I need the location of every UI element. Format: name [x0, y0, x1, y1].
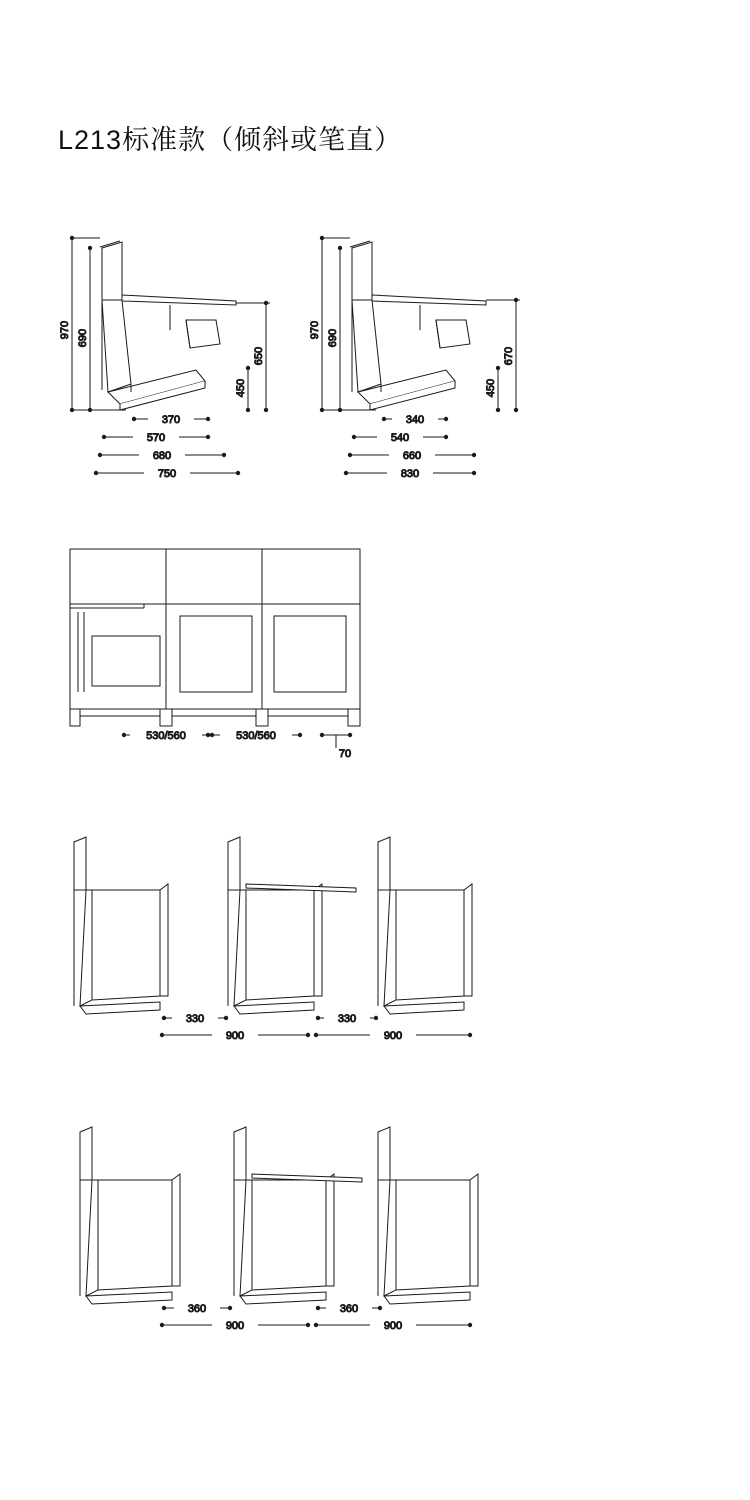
- dim-label: 680: [152, 450, 172, 462]
- dim-label: 660: [402, 450, 422, 462]
- dim-label: 900: [383, 1030, 403, 1042]
- dim-label: 540: [390, 432, 410, 444]
- dim-label: 670: [503, 346, 515, 366]
- plan-view-tilted-dimensions: [160, 1011, 472, 1042]
- dim-label: 900: [383, 1320, 403, 1332]
- front-view-row-geometry: [70, 549, 360, 726]
- dim-label: 360: [339, 1303, 359, 1315]
- plan-view-straight-dimensions: [160, 1301, 472, 1332]
- front-view-row-dimensions: [122, 728, 352, 760]
- side-view-tilted-dimensions: [59, 236, 270, 480]
- dim-label: 530/560: [146, 730, 186, 742]
- plan-view-straight-geometry: [80, 1127, 478, 1304]
- dim-label: 900: [225, 1030, 245, 1042]
- dim-label: 900: [225, 1320, 245, 1332]
- dim-label: 450: [235, 378, 247, 398]
- dim-label: 750: [157, 468, 177, 480]
- dim-label: 70: [338, 748, 352, 760]
- dim-label: 330: [185, 1013, 205, 1025]
- dim-label: 330: [337, 1013, 357, 1025]
- dim-label: 530/560: [236, 730, 276, 742]
- dim-label: 650: [253, 346, 265, 366]
- dim-label: 360: [187, 1303, 207, 1315]
- plan-view-tilted-geometry: [74, 837, 472, 1014]
- dim-label: 830: [400, 468, 420, 480]
- dim-label: 690: [77, 328, 89, 348]
- dim-label: 690: [327, 328, 339, 348]
- dim-label: 370: [161, 414, 181, 426]
- dim-label: 970: [59, 320, 71, 340]
- dim-label: 340: [405, 414, 425, 426]
- dim-label: 450: [485, 378, 497, 398]
- side-view-straight-dimensions: [309, 236, 520, 480]
- side-view-tilted-geometry: [100, 241, 236, 410]
- dim-label: 970: [309, 320, 321, 340]
- dim-label: 570: [146, 432, 166, 444]
- side-view-straight-geometry: [350, 241, 486, 410]
- page-title: L213标准款（倾斜或笔直）: [58, 125, 403, 155]
